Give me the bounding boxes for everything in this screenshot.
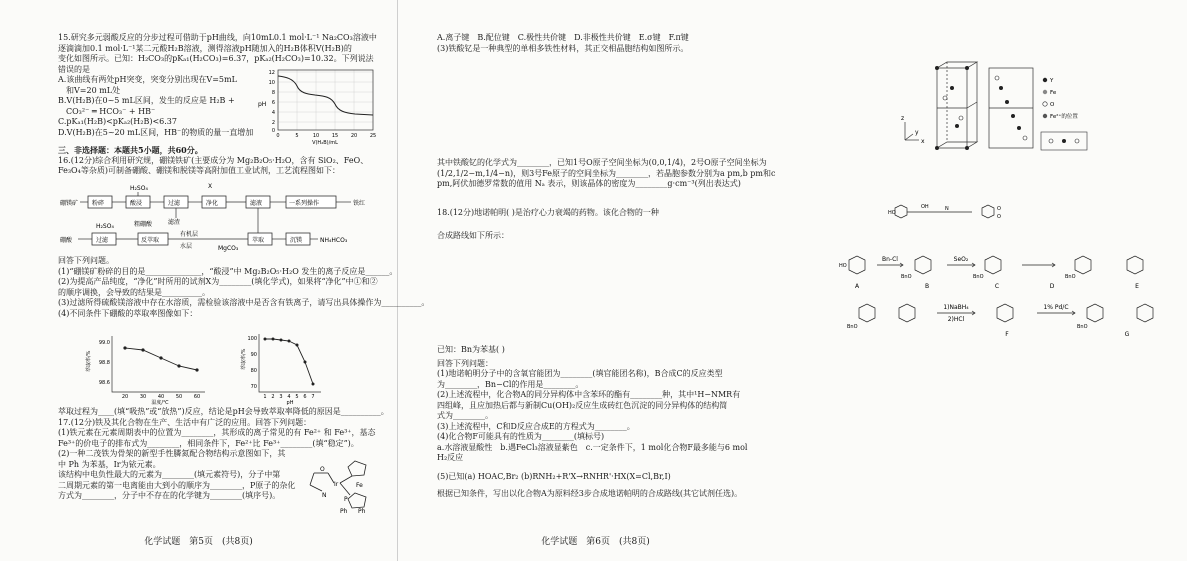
q17-line: (1)铁元素在元素周期表中的位置为________，其形成的离子常见的有 Fe²⁺ 和 Fe³⁺，基态 (58, 428, 376, 438)
process-flowchart (58, 180, 393, 252)
y-tick: 90 (250, 352, 257, 358)
q15-option: C.pKₐ₁(H₂B)<pKₐ₂(H₂B)<6.37 (58, 117, 177, 127)
question-18-parts (437, 345, 776, 499)
question-18-intro (437, 208, 776, 241)
q17-line: 该结构中电负性最大的元素为________(填元素符号)，分子中第 (58, 470, 281, 480)
flow-label: 粉碎 (92, 200, 105, 207)
q16-question: (3)过滤所得硫酸镁溶液中存在水溶质，需检验该溶液中是否含有铁离子，请写出具体操作为__________。 (58, 298, 430, 308)
x-tick: 10 (312, 133, 320, 139)
q18-intro: 18.(12分)地诺帕明( )是治疗心力衰竭的药物。该化合物的一种 (437, 208, 659, 217)
q18-given: 已知：Bn为苯基( ) (437, 345, 505, 354)
svg-text:Ir: Ir (334, 481, 339, 488)
flow-label: 一系列操作 (289, 200, 320, 207)
flow-label: MgCO₃ (218, 245, 239, 252)
y-tick: 6 (271, 100, 275, 106)
y-tick: 98.8 (98, 360, 110, 366)
x-tick: 3 (279, 394, 283, 400)
right-page (397, 0, 1139, 561)
q16-question: 回答下列问题。 (58, 256, 114, 265)
page-footer: 化学试题 第5页 (共8页) (144, 537, 253, 548)
left-page (0, 0, 430, 561)
flow-label: 硼镁矿 (60, 200, 79, 207)
y-tick: 8 (271, 90, 275, 96)
q18-question: (1)地诺帕明分子中的含氧官能团为________(填官能团名称)，B合成C的反应类型 (437, 369, 723, 379)
q18-question: 回答下列问题： (437, 358, 493, 368)
svg-text:Fe: Fe (356, 482, 363, 489)
svg-text:O: O (997, 206, 1001, 212)
y-tick: 2 (271, 120, 275, 126)
q16-line: 16.(12分)综合利用研究规，硼镁铁矿(主要成分为 Mg₂B₂O₅·H₂O，含有 SiO₂、FeO、 (58, 155, 369, 165)
flow-label: 过滤 (168, 200, 181, 207)
graph-xlabel: V(H₂B)/mL (312, 140, 338, 146)
flow-label: H₂SO₄ (130, 185, 148, 192)
x-tick: 0 (276, 133, 280, 139)
x-tick: 5 (295, 394, 299, 400)
synthesis-scheme (837, 248, 1187, 340)
q15-option: 和V=20 mL处 (66, 85, 121, 95)
flow-label: 过滤 (96, 237, 109, 244)
flow-label: NH₄HCO₃ (320, 237, 348, 244)
svg-text:Ph: Ph (358, 508, 366, 515)
q17-part3-line: pm,阿伏加德罗常数的值用 Nₐ 表示，则该晶体的密度为________g·cm⁻³(列出表达式) (437, 179, 741, 189)
q18-question: H₂反应 (437, 453, 464, 463)
q18-question: 根据已知条件，写出以化合物A为原料经3步合成地诺帕明的合成路线(其它试剂任选)。 (437, 488, 743, 498)
q15-line: 15.研究多元弱酸反应的分步过程可借助于pH曲线，向10mL0.1 mol·L⁻¹ Na₂CO₃溶液中 (58, 33, 377, 42)
svg-text:P: P (344, 496, 348, 503)
q18-question: (3)上述流程中，C和D反应合成E的方程式为________。 (437, 421, 635, 431)
flow-label: 反萃取 (141, 237, 160, 244)
svg-text:BnO: BnO (847, 324, 858, 330)
q18-question: 为________，Bn−Cl的作用是________。 (437, 379, 584, 389)
q18-question: (5)已知(a) HOAC,Br₂ (b)RNH₂+R'X→RNHR'·HX(X=Cl,Br,I) (437, 472, 671, 482)
x-tick: 4 (287, 394, 291, 400)
svg-text:OH: OH (921, 204, 929, 210)
reagent-label: 1% Pd/C (1043, 304, 1069, 311)
q16-question: (1)“硼镁矿粉碎的目的是______________，“酸浸”中 Mg₂B₂O₅·H₂O 发生的离子反应是______。 (58, 266, 398, 276)
y-tick: 70 (250, 384, 257, 390)
legend-label: O (1050, 102, 1055, 108)
q17-part3-line: 其中铁酸钇的化学式为________，已知1号O原子空间坐标为(0,0,1/4)，2号O原子空间坐标为 (437, 158, 767, 167)
q18-question: (2)上述流程中，化合物A的同分异构体中含苯环的酯有________种，其中¹H−NMR有 (437, 390, 741, 400)
section-three (58, 145, 391, 177)
svg-text:BnO: BnO (901, 274, 912, 280)
q17-line: 中 Ph 为苯基，Ir为铱元素。 (58, 459, 161, 469)
reagent-label: Bn-Cl (882, 256, 898, 263)
compound-label: G (1124, 331, 1130, 338)
q16-after: 萃取过程为____(填“吸热”或“放热”)反应，结论是pH会导致萃取率降低的原因是__________。 (58, 407, 389, 416)
ph-curve-graph (255, 66, 380, 144)
q17-continued (437, 33, 776, 54)
q17-choices: A.离子键 B.配位键 C.极性共价键 D.非极性共价键 E.σ键 F.π键 (437, 33, 689, 42)
y-tick: 98.6 (98, 380, 110, 386)
compound-label: B (924, 283, 930, 290)
flow-label: 滤液 (250, 200, 263, 207)
q17-part3-text (437, 158, 776, 190)
x-tick: 20 (350, 133, 358, 139)
x-tick: 1 (263, 394, 267, 400)
reagent-label: 2)HCl (947, 316, 965, 323)
q17-line: 二周期元素的第一电离能由大到小的顺序为________，P原子的杂化 (58, 480, 296, 490)
svg-text:HO: HO (888, 210, 896, 216)
flow-label: 铁红 (353, 200, 366, 207)
flow-label: H₂SO₄ (96, 223, 114, 230)
svg-text:BnO: BnO (1065, 274, 1076, 280)
x-tick: 30 (139, 394, 147, 400)
q15-option: B.V(H₂B)在0~5 mL区间，发生的反应是 H₂B + (58, 96, 235, 106)
q15-line: 逐滴滴加0.1 mol·L⁻¹某二元酸H₂B溶液，测得溶液pH随加入的H₂B体积V(H₂B)的 (58, 43, 352, 53)
x-tick: 60 (193, 394, 201, 400)
y-tick: 10 (268, 80, 275, 86)
ferrocene-complex-structure (300, 455, 388, 515)
q16-question: 的顺序调换，会导致的结果是__________。 (58, 287, 210, 297)
flow-label: 萃取 (252, 237, 265, 244)
svg-text:N: N (945, 206, 949, 212)
question-16-parts (58, 256, 430, 319)
flow-label: 沉镁 (290, 237, 303, 244)
x-tick: 5 (295, 133, 299, 139)
q15-option: CO₃²⁻ ═ HCO₃⁻ + HB⁻ (66, 106, 156, 116)
flow-label: 酸浸 (130, 200, 143, 207)
q18-question: 四组峰，且应加热后都与新制Cu(OH)₂反应生成砖红色沉淀的同分异构体的结构简 (437, 400, 728, 410)
flow-label: 滤渣 (168, 219, 181, 226)
svg-text:HO: HO (839, 263, 847, 269)
svg-text:O: O (320, 466, 325, 473)
svg-text:N: N (322, 492, 327, 499)
y-tick: 0 (271, 128, 275, 134)
dinopamine-structure (887, 202, 1017, 222)
q17-line: (2)一种二茂铁为骨架的新型手性膦氮配合物结构示意图如下，其 (58, 449, 286, 459)
graph-xlabel: 温度/℃ (151, 400, 169, 406)
graph-ylabel: pH (258, 101, 267, 108)
flow-label: 水层 (180, 243, 193, 250)
x-tick: 7 (311, 394, 315, 400)
y-tick: 4 (271, 110, 275, 116)
flow-label: X (208, 183, 213, 190)
q18-intro2: 合成路线如下所示： (437, 230, 509, 240)
y-tick: 12 (268, 70, 275, 76)
q15-option: A.该曲线有两处pH突变，突变分别出现在V=5mL (58, 75, 237, 85)
y-tick: 80 (250, 368, 257, 374)
q15-line: 错误的是 (58, 64, 90, 74)
reagent-label: 1)NaBH₄ (943, 304, 969, 311)
x-tick: 2 (271, 394, 275, 400)
compound-label: C (994, 283, 1000, 290)
svg-text:O: O (997, 214, 1001, 220)
x-tick: 50 (175, 394, 183, 400)
compound-label: D (1049, 283, 1055, 290)
section-title: 三、非选择题：本题共5小题，共60分。 (58, 145, 203, 155)
svg-text:x: x (921, 138, 925, 145)
legend-label: Fe (1050, 90, 1057, 96)
compound-label: F (1005, 331, 1009, 338)
compound-label: A (854, 283, 860, 290)
q17-line: Fe³⁺的价电子的排布式为________，相同条件下，Fe²⁺比 Fe³⁺________(填“稳定”)。 (58, 438, 359, 448)
q17-line: 17.(12分)铁及其化合物在生产、生活中有广泛的应用。回答下列问题： (58, 417, 312, 427)
svg-text:Ph: Ph (340, 508, 348, 515)
x-tick: 25 (369, 133, 377, 139)
q16-line: Fe₃O₄等杂质)可制备硼酸、硼镁和脱镁等高附加值工业试剂，工艺流程图如下： (58, 166, 340, 176)
graph-ylabel: 萃取率/% (86, 350, 92, 372)
q16-question: (2)为提高产品纯度，“净化”时所用的试剂X为________(填化学式)，如果将“净化”中①和② (58, 277, 378, 287)
x-tick: 15 (331, 133, 339, 139)
y-tick: 99.0 (98, 340, 110, 346)
svg-text:y: y (915, 129, 919, 136)
temperature-extraction-graph (80, 332, 210, 404)
legend-label: Y (1050, 78, 1054, 84)
reagent-label: SeO₂ (953, 256, 969, 263)
q18-question: a.水溶液显酸性 b.遇FeCl₃溶液显紫色 c.一定条件下，1 mol化合物F最多能与6 mol (437, 442, 748, 452)
q17-part3: (3)铁酸钇是一种典型的单相多铁性材料，其正交相晶胞结构如图所示。 (437, 43, 689, 53)
legend-label: Fe²⁺的位置 (1050, 114, 1078, 120)
flow-label: 有机层 (180, 231, 199, 238)
svg-text:BnO: BnO (973, 274, 984, 280)
svg-text:z: z (901, 115, 905, 122)
svg-text:BnO: BnO (1077, 324, 1088, 330)
x-tick: 20 (121, 394, 129, 400)
page-footer: 化学试题 第6页 (共8页) (541, 537, 650, 548)
graph-xlabel: pH (286, 400, 294, 406)
flow-label: 硼酸 (60, 237, 73, 244)
x-tick: 40 (157, 394, 165, 400)
q18-question: (4)化合物F可能具有的性质为________(填标号) (437, 432, 605, 442)
graph-ylabel: 萃取率/% (241, 348, 247, 370)
q16-question: (4)不同条件下硼酸的萃取率图像如下： (58, 308, 198, 318)
flow-label: 净化 (206, 200, 219, 207)
q17-line: 方式为________，分子中不存在的化学键为________(填序号)。 (58, 491, 281, 501)
x-tick: 6 (303, 394, 307, 400)
q17-part3-line: (1/2,1/2−m,1/4−n)，则3号Fe原子的空间坐标为________，若晶胞参数分别为a pm,b pm和c (437, 168, 776, 178)
flow-label: 粗硼酸 (134, 221, 153, 228)
q15-line: 变化如图所示。已知：H₂CO₃的pKₐ₁(H₂CO₃)=6.37，pKₐ₂(H₂CO₃)=10.32。下列说法 (58, 54, 374, 64)
y-tick: 100 (247, 336, 257, 342)
ph-extraction-graph (235, 330, 325, 404)
compound-label: E (1135, 283, 1139, 290)
crystal-cell-diagram (897, 60, 1097, 158)
q18-question: 式为________。 (437, 411, 493, 421)
q15-option: D.V(H₂B)在5~20 mL区间，HB⁻的物质的量一直增加 (58, 127, 254, 137)
